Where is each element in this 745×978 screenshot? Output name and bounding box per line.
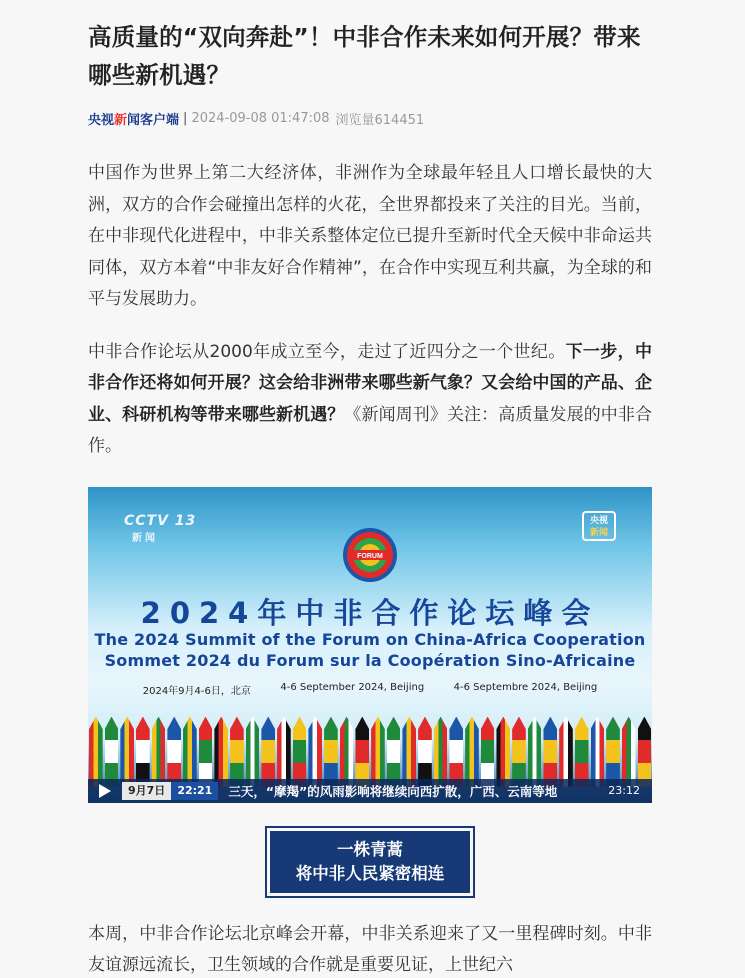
- flag: [355, 717, 369, 787]
- paragraph-2-tail: 《新闻周刊》关注：高质量发展的中非合作。: [88, 404, 652, 456]
- flag: [308, 717, 322, 787]
- video-dates: [88, 682, 652, 697]
- ticker-text: 三天，“摩羯”的风雨影响将继续向西扩散，广西、云南等地: [228, 783, 558, 799]
- article-meta: [88, 108, 652, 128]
- flag: [105, 717, 119, 787]
- flag: [622, 717, 636, 787]
- article-title: 高质量的“双向奔赴”！中非合作未来如何开展？带来哪些新机遇？: [88, 23, 641, 89]
- flag: [638, 717, 652, 787]
- flag: [559, 717, 573, 787]
- flag: [418, 717, 432, 787]
- play-button[interactable]: [88, 779, 122, 803]
- flag: [277, 717, 291, 787]
- view-count: 浏览量614451: [335, 112, 425, 128]
- news-ticker: [88, 779, 652, 803]
- section-heading-wrap: [88, 831, 652, 893]
- flag: [89, 717, 103, 787]
- video-title-french: Sommet 2024 du Forum sur la Coopération Sino-Africaine: [104, 650, 636, 670]
- flag: [293, 717, 307, 787]
- source-part-b: 新: [114, 112, 128, 128]
- video-player[interactable]: [88, 487, 652, 803]
- source-part-a: 央视: [88, 112, 115, 128]
- flag: [449, 717, 463, 787]
- flag: [528, 717, 542, 787]
- flag: [465, 717, 479, 787]
- publish-datetime: 2024-09-08 01:47:08: [191, 110, 330, 126]
- section-heading: [270, 831, 470, 893]
- video-title-foreign: [88, 629, 652, 671]
- focac-emblem-icon: [334, 525, 406, 585]
- flag: [575, 717, 589, 787]
- flag: [214, 717, 228, 787]
- flag: [230, 717, 244, 787]
- section-heading-line-1: 一株青蒿: [337, 839, 403, 859]
- flag: [606, 717, 620, 787]
- flag: [324, 717, 338, 787]
- paragraph-2-lead: 中非合作论坛从2000年成立至今，走过了近四分之一个世纪。: [88, 341, 566, 362]
- flag: [434, 717, 448, 787]
- svg-text:FORUM: FORUM: [357, 552, 383, 560]
- video-date-en: 4-6 September 2024, Beijing: [280, 681, 425, 693]
- flag: [402, 717, 416, 787]
- paragraph-2-bold: 下一步，中非合作还将如何开展？这会给非洲带来哪些新气象？又会给中国的产品、企业、科研机构等带来哪些新机遇？: [88, 341, 653, 425]
- video-date-cn: 2024年9月4-6日，北京: [142, 685, 251, 697]
- section-heading-line-2: 将中非人民紧密相连: [295, 863, 445, 883]
- ticker-date: 9月7日: [122, 782, 171, 800]
- play-icon: [98, 783, 112, 799]
- cctv-news-corner-logo: 央视 新闻: [582, 511, 616, 541]
- video-title-english: The 2024 Summit of the Forum on China-Africa Cooperation: [94, 629, 646, 649]
- flag: [496, 717, 510, 787]
- source-part-c: 闻客户端: [127, 112, 180, 128]
- flag: [340, 717, 354, 787]
- flag: [512, 717, 526, 787]
- flag-row: [88, 717, 652, 787]
- ticker-time: 22:21: [171, 782, 218, 800]
- flag: [136, 717, 150, 787]
- flag: [167, 717, 181, 787]
- flag: [246, 717, 260, 787]
- cctv-channel-logo: CCTV 13 新闻: [124, 512, 197, 544]
- meta-separator: |: [183, 110, 188, 126]
- flag: [199, 717, 213, 787]
- paragraph-3: 本周，中非合作论坛北京峰会开幕，中非关系迎来了又一里程碑时刻。中非友谊源远流长，卫生领域的合作就是重要见证，上世纪六: [88, 923, 652, 975]
- paragraph-1: 中国作为世界上第二大经济体，非洲作为全球最年轻且人口增长最快的大洲，双方的合作会碰撞出怎样的火花，全世界都投来了关注的目光。当前，在中非现代化进程中，中非关系整体定位已提升至新时代全天候中非命运共同体，双方本着“中非友好合作精神”，在合作中实现互利共赢，为全球的和平与发展助力。: [88, 163, 652, 309]
- flag: [371, 717, 385, 787]
- flag: [120, 717, 134, 787]
- paragraph-2: [88, 337, 652, 463]
- flag: [261, 717, 275, 787]
- flag: [387, 717, 401, 787]
- video-date-fr: 4-6 Septembre 2024, Beijing: [453, 681, 598, 693]
- flag: [591, 717, 605, 787]
- video-duration: 23:12: [608, 784, 640, 797]
- flag: [543, 717, 557, 787]
- flag: [481, 717, 495, 787]
- source-label[interactable]: [88, 109, 179, 128]
- flag: [183, 717, 197, 787]
- flag: [152, 717, 166, 787]
- video-title-chinese: 2024年中非合作论坛峰会: [140, 595, 600, 630]
